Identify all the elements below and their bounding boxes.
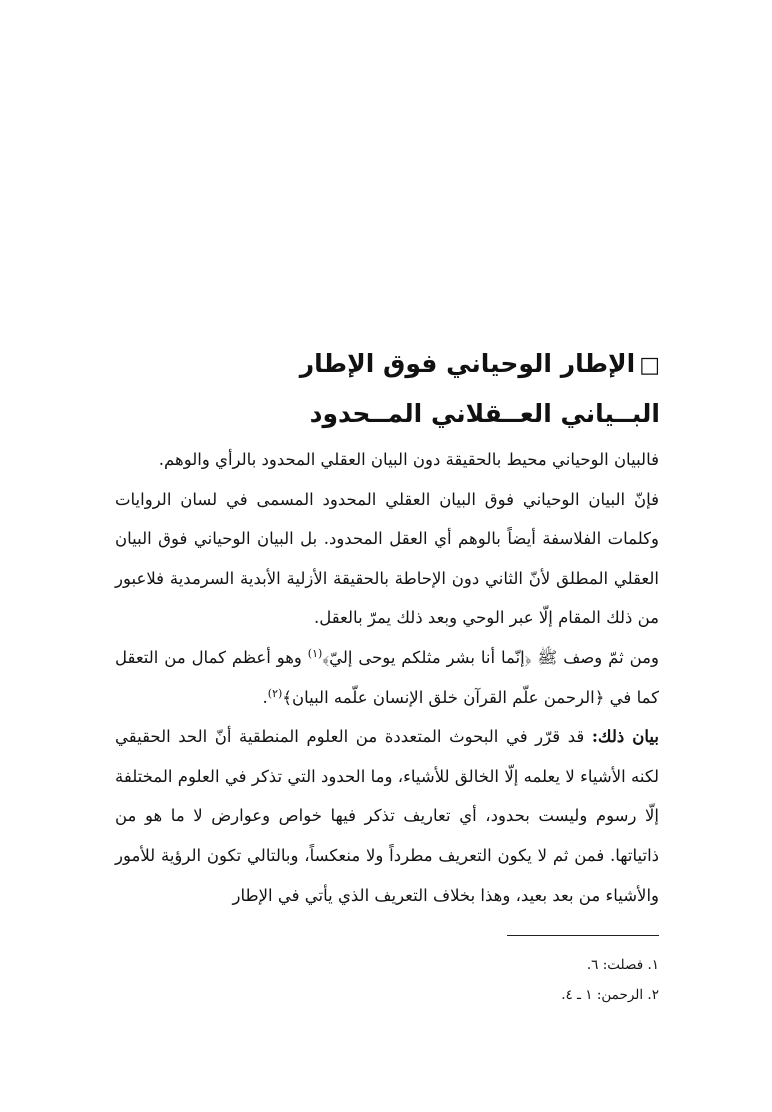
footnote-ref-1: (١) bbox=[307, 646, 323, 660]
section-heading bbox=[100, 340, 660, 438]
footnote-1: ١. فصلت: ٦. bbox=[586, 957, 659, 973]
paragraph-4-lead: بيان ذلك: bbox=[591, 727, 659, 747]
paragraph-2: فإنّ البيان الوحياني فوق البيان العقلي المحدود المسمى في لسان الروايات وكلمات الفلاسفة أيضاً بالوهم أي العقل المحدود. بل البيان الوحياني فوق البيان العقلي المطلق لأنّ الثاني دون الإحاطة بالحقيقة الأزلية الأبدية السرمدية فلاعبور من ذلك المقام إلّا عبر الوحي وبعد ذلك يمرّ بالعقل. bbox=[115, 489, 659, 628]
paragraph-3 bbox=[115, 638, 659, 717]
paragraph-3-text-a: ومن ثمّ وصف ﷺ ﴿إنّما أنا بشر مثلكم يوحى إليّ﴾ bbox=[322, 647, 659, 667]
footnote-divider bbox=[507, 935, 659, 936]
paragraph-4-text: قد قرّر في البحوث المتعددة من العلوم المنطقية أنّ الحد الحقيقي لكنه الأشياء لا يعلمه إلّا الخالق للأشياء، وما الحدود التي تذكر في العلوم المختلفة إلّا رسوم وليست بحدود، أي تعاريف تذكر فيها خواص وعوارض لا ما هو من ذاتياتها. فمن ثم لا يكون التعريف مطرداً ولا منعكساً، وبالتالي تكون الرؤية للأمور والأشياء من بعد بعيد، وهذا بخلاف التعريف الذي يأتي في الإطار bbox=[115, 727, 659, 905]
footnote-ref-2: (٢) bbox=[267, 686, 283, 700]
paragraph-3-text-b: وهو أعظم كمال من التعقل كما في ﴿الرحمن علّم القرآن خلق الإنسان علّمه البيان﴾ bbox=[115, 647, 659, 707]
section-heading-text-1: الإطار الوحياني فوق الإطار bbox=[299, 349, 636, 378]
footnote-2: ٢. الرحمن: ١ ـ ٤. bbox=[561, 987, 659, 1003]
section-heading-line-2: البــياني العــقلاني المــحدود bbox=[309, 399, 660, 428]
footnotes bbox=[259, 950, 659, 1010]
paragraph-3-text-c: . bbox=[262, 687, 268, 707]
paragraph-4 bbox=[115, 717, 659, 915]
section-heading-line-1 bbox=[100, 340, 660, 390]
paragraph-1: فالبيان الوحياني محيط بالحقيقة دون البيان العقلي المحدود بالرأي والوهم. bbox=[158, 450, 659, 469]
body-text bbox=[115, 440, 659, 915]
square-bullet-icon: □ bbox=[639, 353, 660, 378]
